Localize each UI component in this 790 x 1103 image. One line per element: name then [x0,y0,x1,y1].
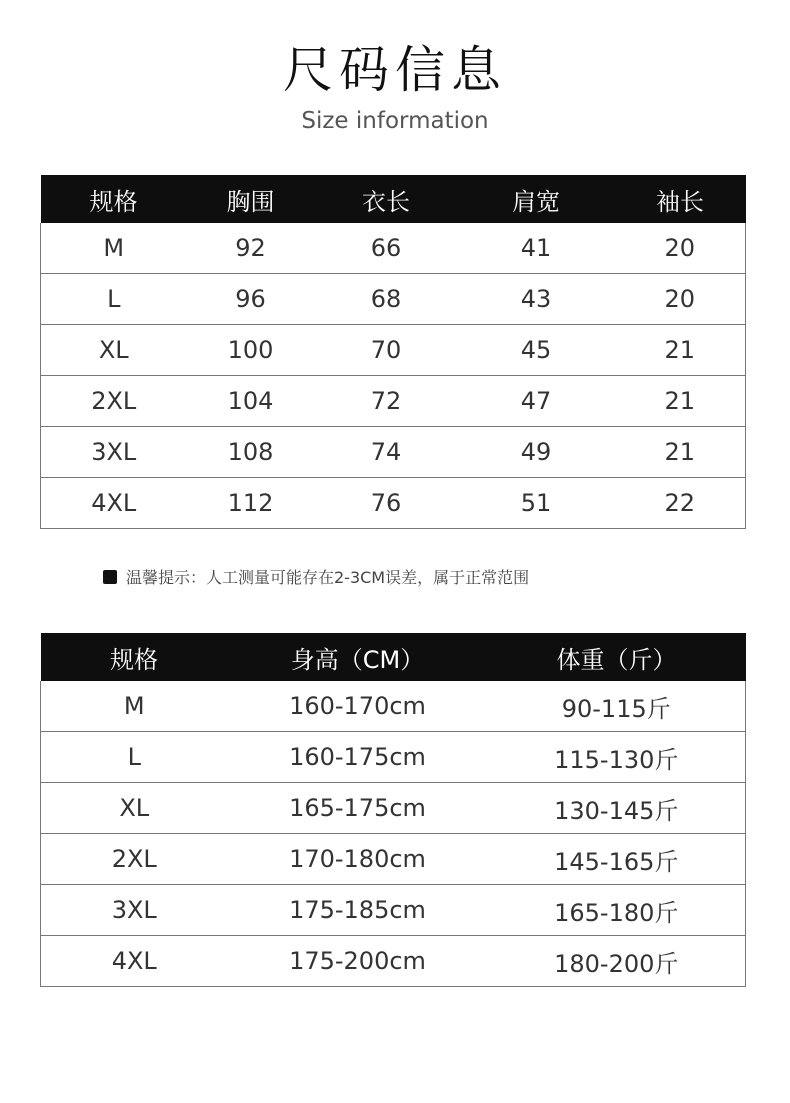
cell-weight: 90-115斤 [561,694,671,723]
cell-height: 160-175cm [228,732,488,783]
header-shoulder: 肩宽 [458,175,615,223]
cell-height: 175-200cm [228,936,488,987]
cell-size: XL [41,783,228,834]
square-bullet-icon [103,570,117,584]
cell-chest: 104 [187,376,315,427]
cell-sleeve: 20 [615,274,746,325]
header-size: 规格 [41,633,228,681]
table-header-row [41,633,746,681]
cell-size: 4XL [41,478,187,529]
cell-length: 68 [315,274,458,325]
cell-sleeve: 21 [615,376,746,427]
note-text: 温馨提示：人工测量可能存在2-3CM误差，属于正常范围 [126,568,530,587]
cell-sleeve: 21 [615,325,746,376]
cell-length: 66 [370,234,402,262]
cell-size: 4XL [41,936,228,987]
cell-shoulder: 43 [458,274,615,325]
header-length: 衣长 [315,175,458,223]
table-header-row [41,175,746,223]
table-row [41,681,746,732]
cell-shoulder: 51 [458,478,615,529]
cell-height: 175-185cm [228,885,488,936]
cell-size: 2XL [41,834,228,885]
cell-shoulder: 47 [458,376,615,427]
cell-weight: 165-180斤 [488,885,746,936]
cell-shoulder: 41 [520,234,552,262]
table-row [41,732,746,783]
cell-weight: 180-200斤 [488,936,746,987]
cell-chest: 108 [187,427,315,478]
header-sleeve: 袖长 [615,175,746,223]
cell-length: 74 [315,427,458,478]
table-row [41,376,746,427]
cell-length: 70 [315,325,458,376]
cell-chest: 92 [235,234,266,262]
cell-length: 72 [315,376,458,427]
size-recommendation-table [40,633,746,987]
header-height: 身高（CM） [228,633,488,681]
table-row [41,427,746,478]
cell-weight: 145-165斤 [488,834,746,885]
table-row [41,223,746,274]
cell-chest: 96 [187,274,315,325]
header-size: 规格 [41,175,187,223]
cell-length: 76 [315,478,458,529]
table-row [41,936,746,987]
cell-sleeve: 21 [615,427,746,478]
cell-size: 3XL [41,885,228,936]
cell-height: 165-175cm [228,783,488,834]
cell-sleeve: 20 [664,234,696,262]
table-row [41,478,746,529]
cell-size: 2XL [41,376,187,427]
page-subtitle: Size information [301,108,489,134]
table-row [41,783,746,834]
header-chest: 胸围 [187,175,315,223]
cell-sleeve: 22 [615,478,746,529]
cell-height: 160-170cm [289,692,426,720]
measurement-note [103,565,529,588]
cell-chest: 100 [187,325,315,376]
cell-weight: 130-145斤 [488,783,746,834]
table-row [41,885,746,936]
cell-size: L [41,732,228,783]
cell-weight: 115-130斤 [488,732,746,783]
page-title: 尺码信息 [283,41,507,99]
size-measurement-table [40,175,746,529]
cell-chest: 112 [187,478,315,529]
table-row [41,274,746,325]
table-row [41,834,746,885]
cell-size: 3XL [41,427,187,478]
cell-size: M [103,234,125,262]
cell-size: L [41,274,187,325]
cell-shoulder: 49 [458,427,615,478]
cell-shoulder: 45 [458,325,615,376]
cell-size: M [123,692,145,720]
cell-size: XL [41,325,187,376]
header-weight: 体重（斤） [488,633,746,681]
cell-height: 170-180cm [228,834,488,885]
table-row [41,325,746,376]
